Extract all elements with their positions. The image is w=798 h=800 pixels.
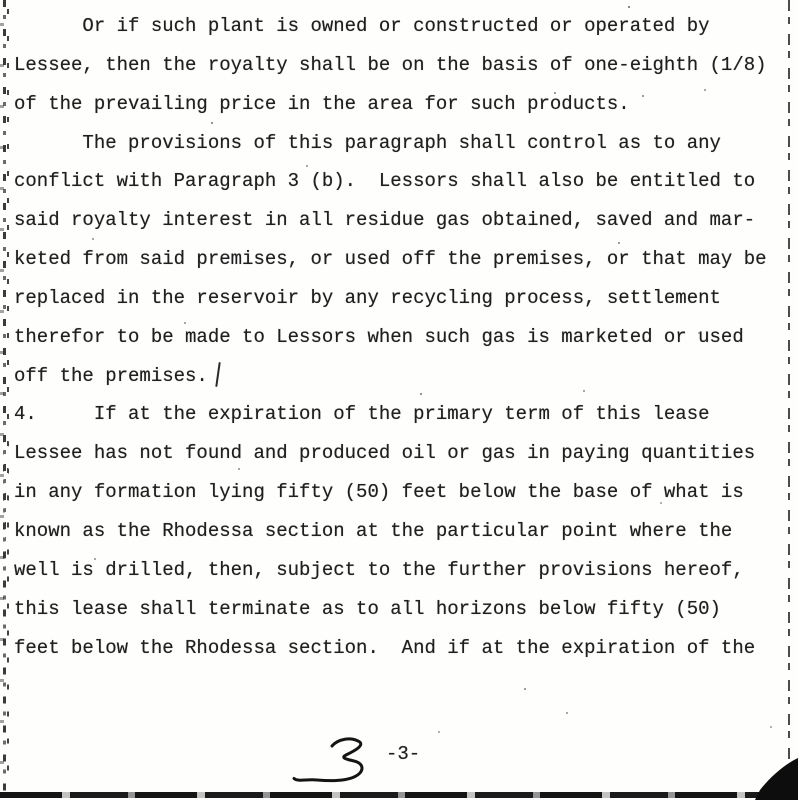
text-line: well is drilled, then, subject to the further provisions hereof,	[14, 558, 744, 581]
text-line: in any formation lying fifty (50) feet below the base of what is	[14, 481, 744, 504]
bottom-scan-band	[0, 792, 798, 798]
text-line: replaced in the reservoir by any recycling process, settlement	[14, 286, 721, 309]
text-line: Or if such plant is owned or constructed or operated by	[14, 15, 710, 37]
text-line: The provisions of this paragraph shall control as to any	[14, 131, 721, 154]
scan-noise-specks	[0, 0, 2, 2]
typed-page-number: -3-	[386, 743, 421, 765]
text-line: of the prevailing price in the area for such products.	[14, 92, 630, 115]
left-edge-scan-marks	[0, 0, 13, 792]
page-corner-shadow	[736, 748, 798, 800]
text-line: off the premises.	[14, 364, 208, 387]
text-line: 4. If at the expiration of the primary term of this lease	[14, 403, 710, 426]
text-line: this lease shall terminate as to all horizons below fifty (50)	[14, 597, 721, 620]
text-line: conflict with Paragraph 3 (b). Lessors shall also be entitled to	[14, 170, 756, 193]
text-line: said royalty interest in all residue gas obtained, saved and mar-	[14, 209, 756, 232]
text-line: known as the Rhodessa section at the particular point where the	[14, 519, 733, 542]
text-line: feet below the Rhodessa section. And if at the expiration of the	[14, 636, 756, 659]
document-body-text	[14, 7, 794, 667]
text-line: keted from said premises, or used off the premises, or that may be	[14, 248, 767, 271]
text-line: Lessee has not found and produced oil or gas in paying quantities	[14, 442, 756, 465]
text-line: Lessee, then the royalty shall be on the basis of one-eighth (1/8)	[14, 53, 767, 76]
handwritten-page-number	[288, 732, 398, 784]
text-line: therefor to be made to Lessors when such gas is marketed or used	[14, 325, 744, 348]
